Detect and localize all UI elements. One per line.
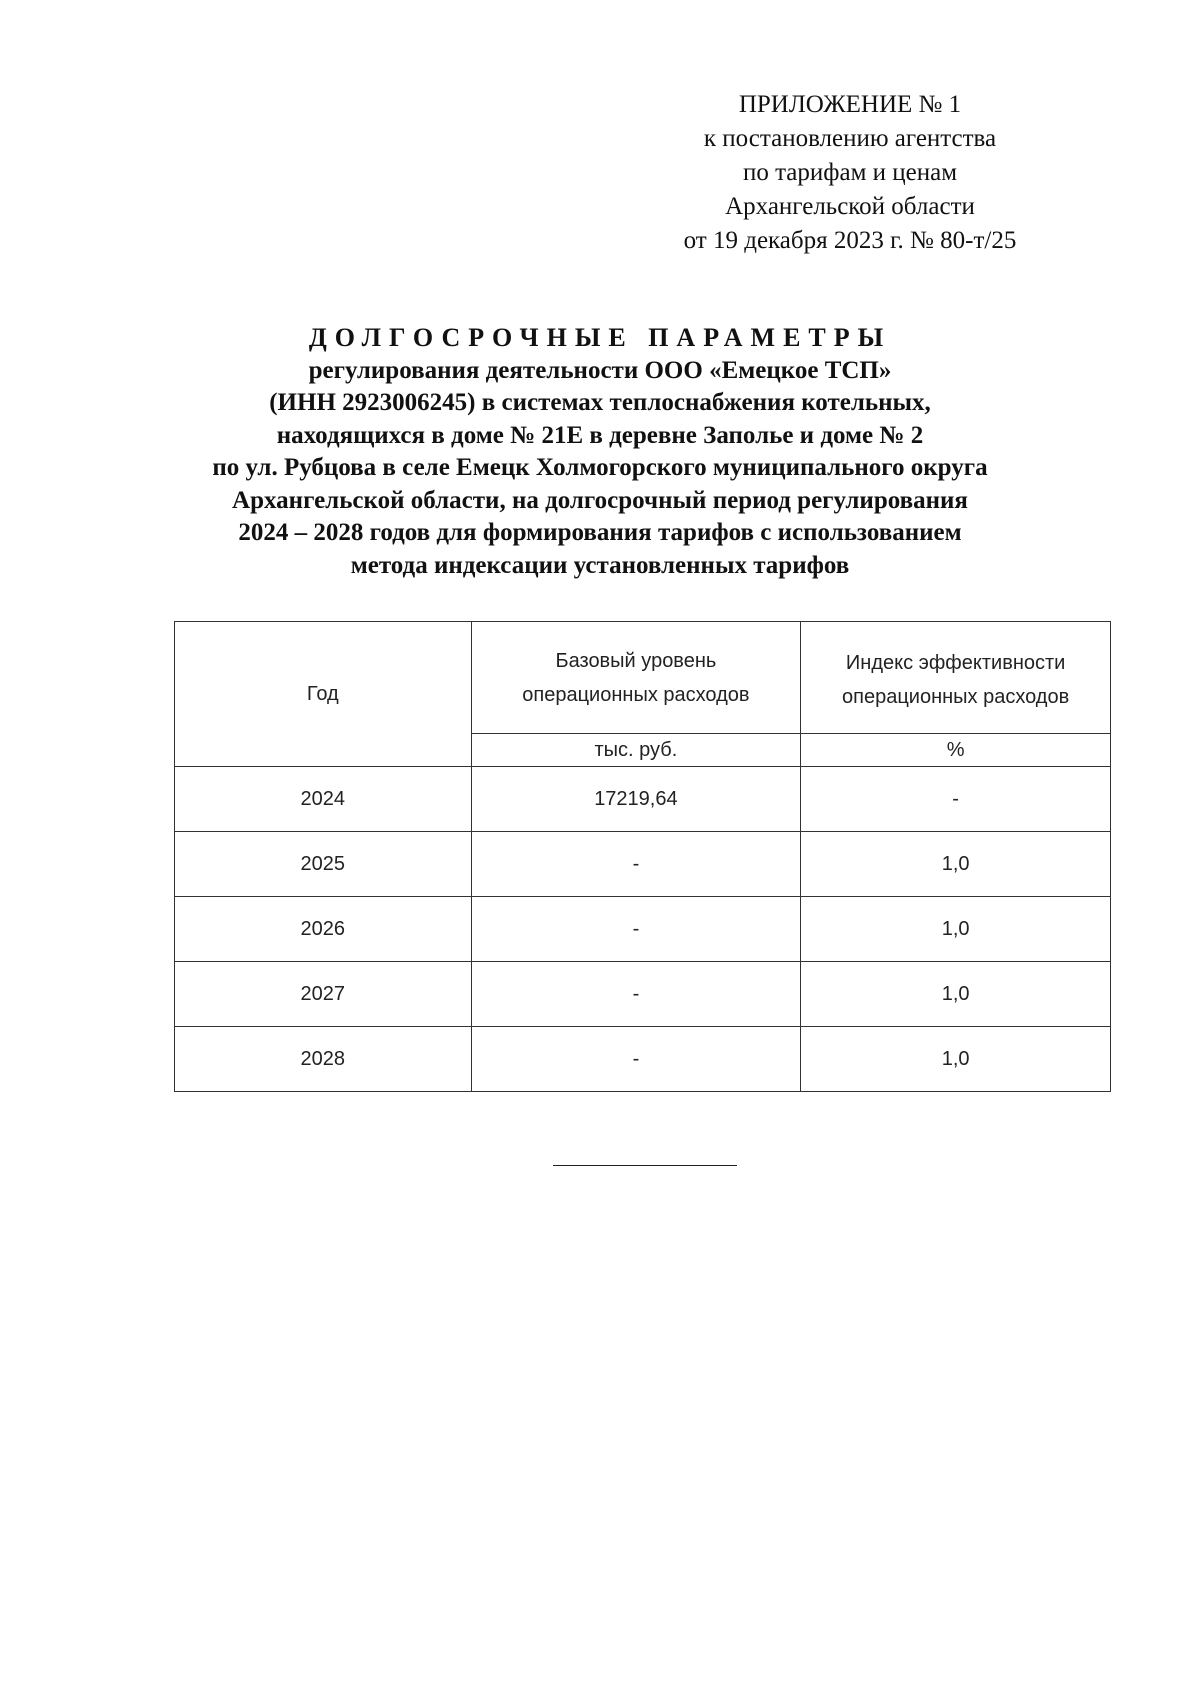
title-line: метода индексации установленных тарифов [350, 551, 850, 579]
table-row [175, 897, 1111, 962]
cell-base-level: - [471, 1027, 801, 1092]
header-base-level-line: Базовый уровень [555, 649, 717, 672]
cell-base-level: - [471, 962, 801, 1027]
cell-base-level: - [471, 832, 801, 897]
cell-year: 2027 [175, 962, 472, 1027]
title-line: 2024 – 2028 годов для формирования тарифов с использованием [238, 519, 962, 546]
title-line: регулирования деятельности ООО «Емецкое ТСП» [308, 356, 892, 384]
parameters-table [174, 621, 1111, 1092]
appendix-line: Архангельской области [725, 193, 975, 220]
appendix-line: по тарифам и ценам [742, 159, 958, 186]
header-efficiency-index [801, 622, 1111, 734]
cell-efficiency-index: 1,0 [801, 1027, 1111, 1092]
unit-base-level: тыс. руб. [471, 734, 801, 767]
cell-efficiency-index: 1,0 [801, 962, 1111, 1027]
table-row [175, 962, 1111, 1027]
title-line: (ИНН 2923006245) в системах теплоснабжения котельных, [269, 389, 931, 416]
header-year: Год [175, 622, 472, 767]
cell-base-level: 17219,64 [471, 767, 801, 832]
table-header-row [175, 622, 1111, 734]
cell-year: 2024 [175, 767, 472, 832]
title-line: находящихся в доме № 21Е в деревне Заполье и доме № 2 [276, 421, 924, 449]
header-base-level-line: операционных расходов [522, 683, 750, 706]
cell-year: 2028 [175, 1027, 472, 1092]
cell-efficiency-index: - [801, 767, 1111, 832]
table-row [175, 832, 1111, 897]
unit-efficiency-index: % [801, 734, 1111, 767]
appendix-line: к постановлению агентства [703, 125, 997, 152]
appendix-line: от 19 декабря 2023 г. № 80-т/25 [683, 227, 1017, 254]
closing-divider [553, 1165, 737, 1166]
header-efficiency-line: Индекс эффективности [845, 652, 1066, 674]
cell-base-level: - [471, 897, 801, 962]
title-heading: ДОЛГОСРОЧНЫЕ ПАРАМЕТРЫ [308, 323, 892, 352]
appendix-line: ПРИЛОЖЕНИЕ № 1 [738, 91, 962, 118]
cell-year: 2025 [175, 832, 472, 897]
table-row [175, 767, 1111, 832]
table-row [175, 1027, 1111, 1092]
header-efficiency-line: операционных расходов [842, 686, 1070, 708]
document-title [150, 322, 1050, 582]
header-base-level [471, 622, 801, 734]
title-line: по ул. Рубцова в селе Емецк Холмогорского муниципального округа [212, 454, 988, 481]
appendix-block [640, 88, 1060, 258]
cell-year: 2026 [175, 897, 472, 962]
cell-efficiency-index: 1,0 [801, 897, 1111, 962]
cell-efficiency-index: 1,0 [801, 832, 1111, 897]
title-line: Архангельской области, на долгосрочный период регулирования [232, 486, 968, 514]
